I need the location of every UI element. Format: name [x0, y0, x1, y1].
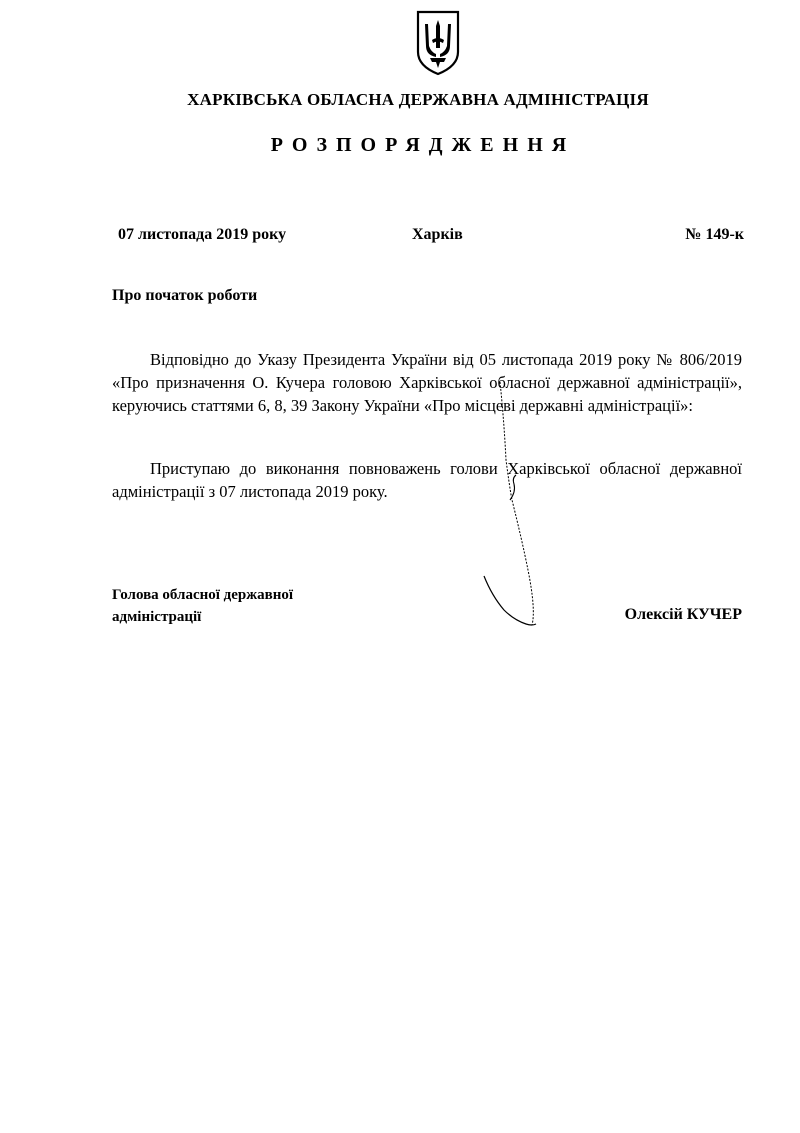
organization-name: ХАРКІВСЬКА ОБЛАСНА ДЕРЖАВНА АДМІНІСТРАЦІЯ	[187, 90, 649, 109]
trident-coat-of-arms-icon	[414, 10, 462, 76]
document-date: 07 листопада 2019 року	[118, 226, 287, 243]
document-subject: Про початок роботи	[112, 287, 258, 304]
document-type-title: РОЗПОРЯДЖЕННЯ	[270, 134, 576, 156]
handwritten-signature	[470, 380, 560, 630]
body-paragraph-1: Відповідно до Указу Президента України від 05 листопада 2019 року № 806/2019 «Про призначення О. Кучера головою Харківської обласної державної адміністрації», керуючись статтями 6, 8, 39 Закону України «Про місцеві державні адміністрації»:	[112, 350, 742, 415]
signatory-name: Олексій КУЧЕР	[624, 606, 742, 623]
signatory-position	[112, 584, 293, 628]
body-paragraph-2: Приступаю до виконання повноважень голови Харківської обласної державної адміністрації з 07 листопада 2019 року.	[112, 459, 742, 501]
signatory-position-line-1: Голова обласної державної	[112, 587, 294, 603]
document-city: Харків	[412, 226, 463, 243]
signatory-position-line-2: адміністрації	[112, 609, 202, 625]
document-number: № 149-к	[685, 226, 744, 243]
